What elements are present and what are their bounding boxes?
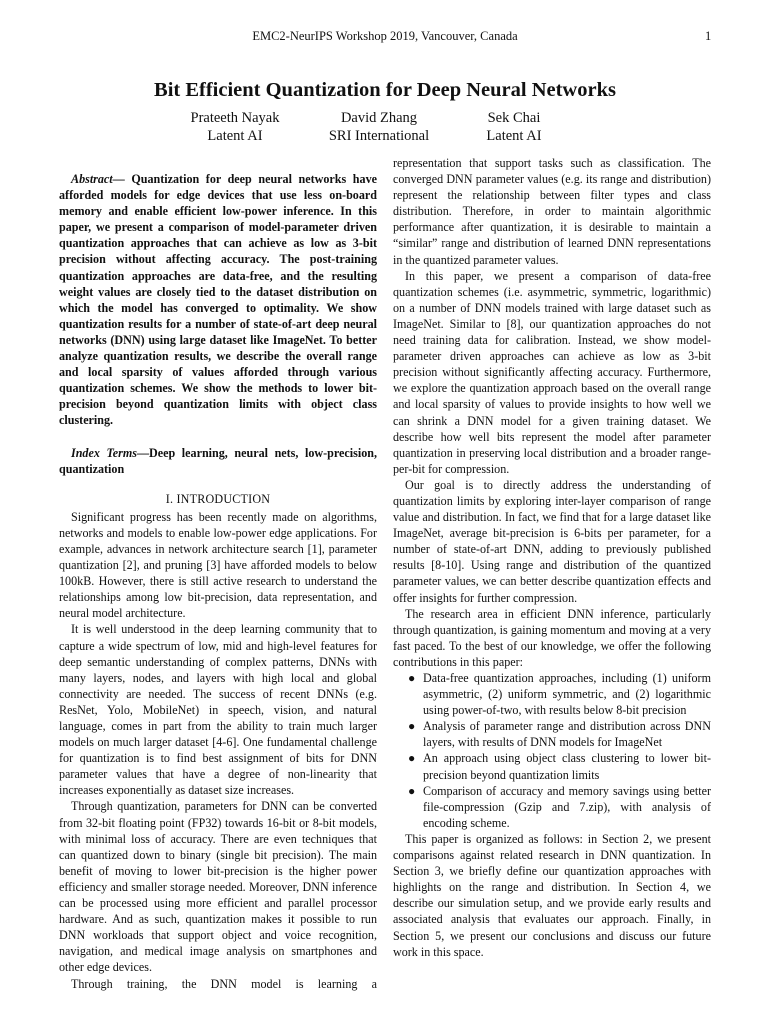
intro-paragraph: It is well understood in the deep learning community that to capture a wide spectrum of low, mid and high-level features for deep semantic understanding of complex patterns, DNNs with many layers, nodes, and layers with high local and global connectivity are needed. The success of recent DNNs (e.g. ResNet, Yolo, MobileNet) in speech, vision, and natural language, comes in part from the ability to train much larger models on much larger dataset [4-6]. One fundamental challenge for quantization is to find best assignment of bits for DNN parameter values that have a degree of non-linearity that increases exponentially as dataset size increases. bbox=[59, 622, 377, 798]
list-item bbox=[408, 783, 711, 831]
intro-paragraph: This paper is organized as follows: in Section 2, we present comparisons against related research in DNN quantization. In Section 3, we briefly define our quantization approaches with highlights on the range and distribution. In Section 4, we describe our simulation setup, and we provide early results and associated analysis that evaluates our approach. Finally, in Section 5, we present our conclusions and discuss our future work in this space. bbox=[393, 831, 711, 959]
page-number: 1 bbox=[705, 29, 712, 43]
bullet-icon: ● bbox=[408, 719, 416, 734]
intro-paragraph: Significant progress has been recently made on algorithms, networks and models to enable low-power edge applications. For example, advances in network architecture search [1], parameter quantization [2], and pruning [3] have afforded models to below 100kB. However, there is still active research to understand the relationships among low bit-precision, data representation, and neural model architecture. bbox=[59, 509, 377, 621]
index-terms-dash: — bbox=[136, 445, 150, 460]
author-affiliation: Latent AI bbox=[486, 128, 542, 144]
list-item bbox=[408, 670, 711, 718]
abstract-text: Quantization for deep neural networks have afforded models for edge devices that use less on-board memory and enable efficient low-power inference. In this paper, we present a comparison of model-parameter driven quantization approaches that can achieve as low as 3-bit precision without affecting accuracy. The post-training quantization approaches are data-free, and the resulting weight values are closely tied to the dataset distribution on which the model has converged to optimality. We show quantization results for a number of state-of-art deep neural networks (DNN) using large dataset like ImageNet. To better analyze quantization results, we describe the overall range and local sparsity of values afforded through various quantization schemes. We show the methods to lower bit-precision beyond quantization limits with object class clustering. bbox=[59, 172, 377, 428]
intro-paragraph: Through quantization, parameters for DNN can be converted from 32-bit floating point (FP32) towards 16-bit or 8-bit models, with minimal loss of accuracy. There are even techniques that can quantized down to binary (single bit precision). The main benefit of moving to lower bit-precision is the higher power efficiency and smaller storage needed. Moreover, DNN inference can be processed using more efficient and parallel processor hardware. And as such, quantization makes it possible to run DNN workloads that support object and voice recognition, navigation, and medical image analysis on smartphones and other edge devices. bbox=[59, 799, 377, 975]
list-item bbox=[408, 750, 711, 782]
bullet-icon: ● bbox=[408, 783, 416, 798]
paper-title: Bit Efficient Quantization for Deep Neural Networks bbox=[154, 79, 616, 101]
list-item bbox=[408, 718, 711, 750]
list-item-text: An approach using object class clustering to lower bit-precision beyond quantization limits bbox=[423, 751, 711, 782]
author-name: David Zhang bbox=[340, 110, 418, 126]
author-3 bbox=[414, 109, 614, 145]
author-affiliation: SRI International bbox=[328, 128, 430, 144]
index-terms-text: Deep learning, neural nets, low-precision, quantization bbox=[59, 445, 377, 476]
section-heading-introduction: I. INTRODUCTION bbox=[165, 491, 271, 506]
author-name: Prateeth Nayak bbox=[190, 110, 280, 126]
list-item-text: Analysis of parameter range and distribution across DNN layers, with results of DNN models for ImageNet bbox=[423, 719, 711, 750]
contributions-list bbox=[393, 670, 711, 831]
list-item-text: Comparison of accuracy and memory savings using better file-compression (Gzip and 7.zip), with analysis of encoding scheme. bbox=[423, 783, 711, 830]
intro-paragraph: In this paper, we present a comparison of data-free quantization schemes (i.e. asymmetric, symmetric, logarithmic) on a number of DNN models trained with large dataset such as ImageNet. Similar to [8], our quantization approaches do not need training data for calibration. Instead, we show model-parameter driven approaches can achieve as low as 3-bit precision without significantly affecting accuracy. Furthermore, we explore the quantization approach based on the overall range and local sparsity of values to provide insights to how well we can shrink a DNN model for a given training dataset. We describe how well bits represent the model after parameter quantization in preserving local distribution and a broader range-per-bit for compression. bbox=[393, 268, 711, 476]
abstract bbox=[59, 171, 377, 429]
author-affiliation: Latent AI bbox=[207, 128, 263, 144]
abstract-label: Abstract bbox=[71, 172, 113, 186]
right-column bbox=[393, 155, 711, 960]
abstract-dash: — bbox=[112, 172, 132, 186]
intro-paragraph-continued: representation that support tasks such as classification. The converged DNN parameter values (e.g. its range and distribution) represent the relationship between filter types and class distribution. Therefore, in order to maintain algorithmic performance after quantization, it is desirable to maintain a “similar” range and distribution of learned DNN representations in the quantized parameter values. bbox=[393, 156, 711, 267]
author-name: Sek Chai bbox=[487, 110, 541, 126]
list-item-text: Data-free quantization approaches, including (1) uniform asymmetric, (2) uniform symmetric, and (2) logarithmic using power-of-two, with results below 8-bit precision bbox=[423, 671, 711, 718]
index-terms-label: Index Terms bbox=[71, 445, 137, 460]
left-column bbox=[59, 171, 377, 992]
intro-paragraph: Our goal is to directly address the understanding of quantization limits by exploring inter-layer comparison of range value and distribution. In fact, we find that for a large dataset like ImageNet, average bit-precision is 6-bits per parameter, for a number of state-of-art DNN, adding to previously published results [8-10]. Using range and distribution of the quantized parameter values, we can better describe quantization effects and offer insights for further compression. bbox=[393, 477, 711, 605]
venue-header: EMC2-NeurIPS Workshop 2019, Vancouver, Canada bbox=[252, 29, 518, 43]
index-terms bbox=[59, 445, 377, 477]
bullet-icon: ● bbox=[408, 671, 416, 685]
intro-paragraph: Through training, the DNN model is learning a bbox=[71, 976, 377, 991]
intro-paragraph: The research area in efficient DNN inference, particularly through quantization, is gaining momentum and moving at a very fast paced. To the best of our knowledge, we offer the following contributions in this paper: bbox=[393, 606, 711, 669]
bullet-icon: ● bbox=[408, 751, 416, 766]
